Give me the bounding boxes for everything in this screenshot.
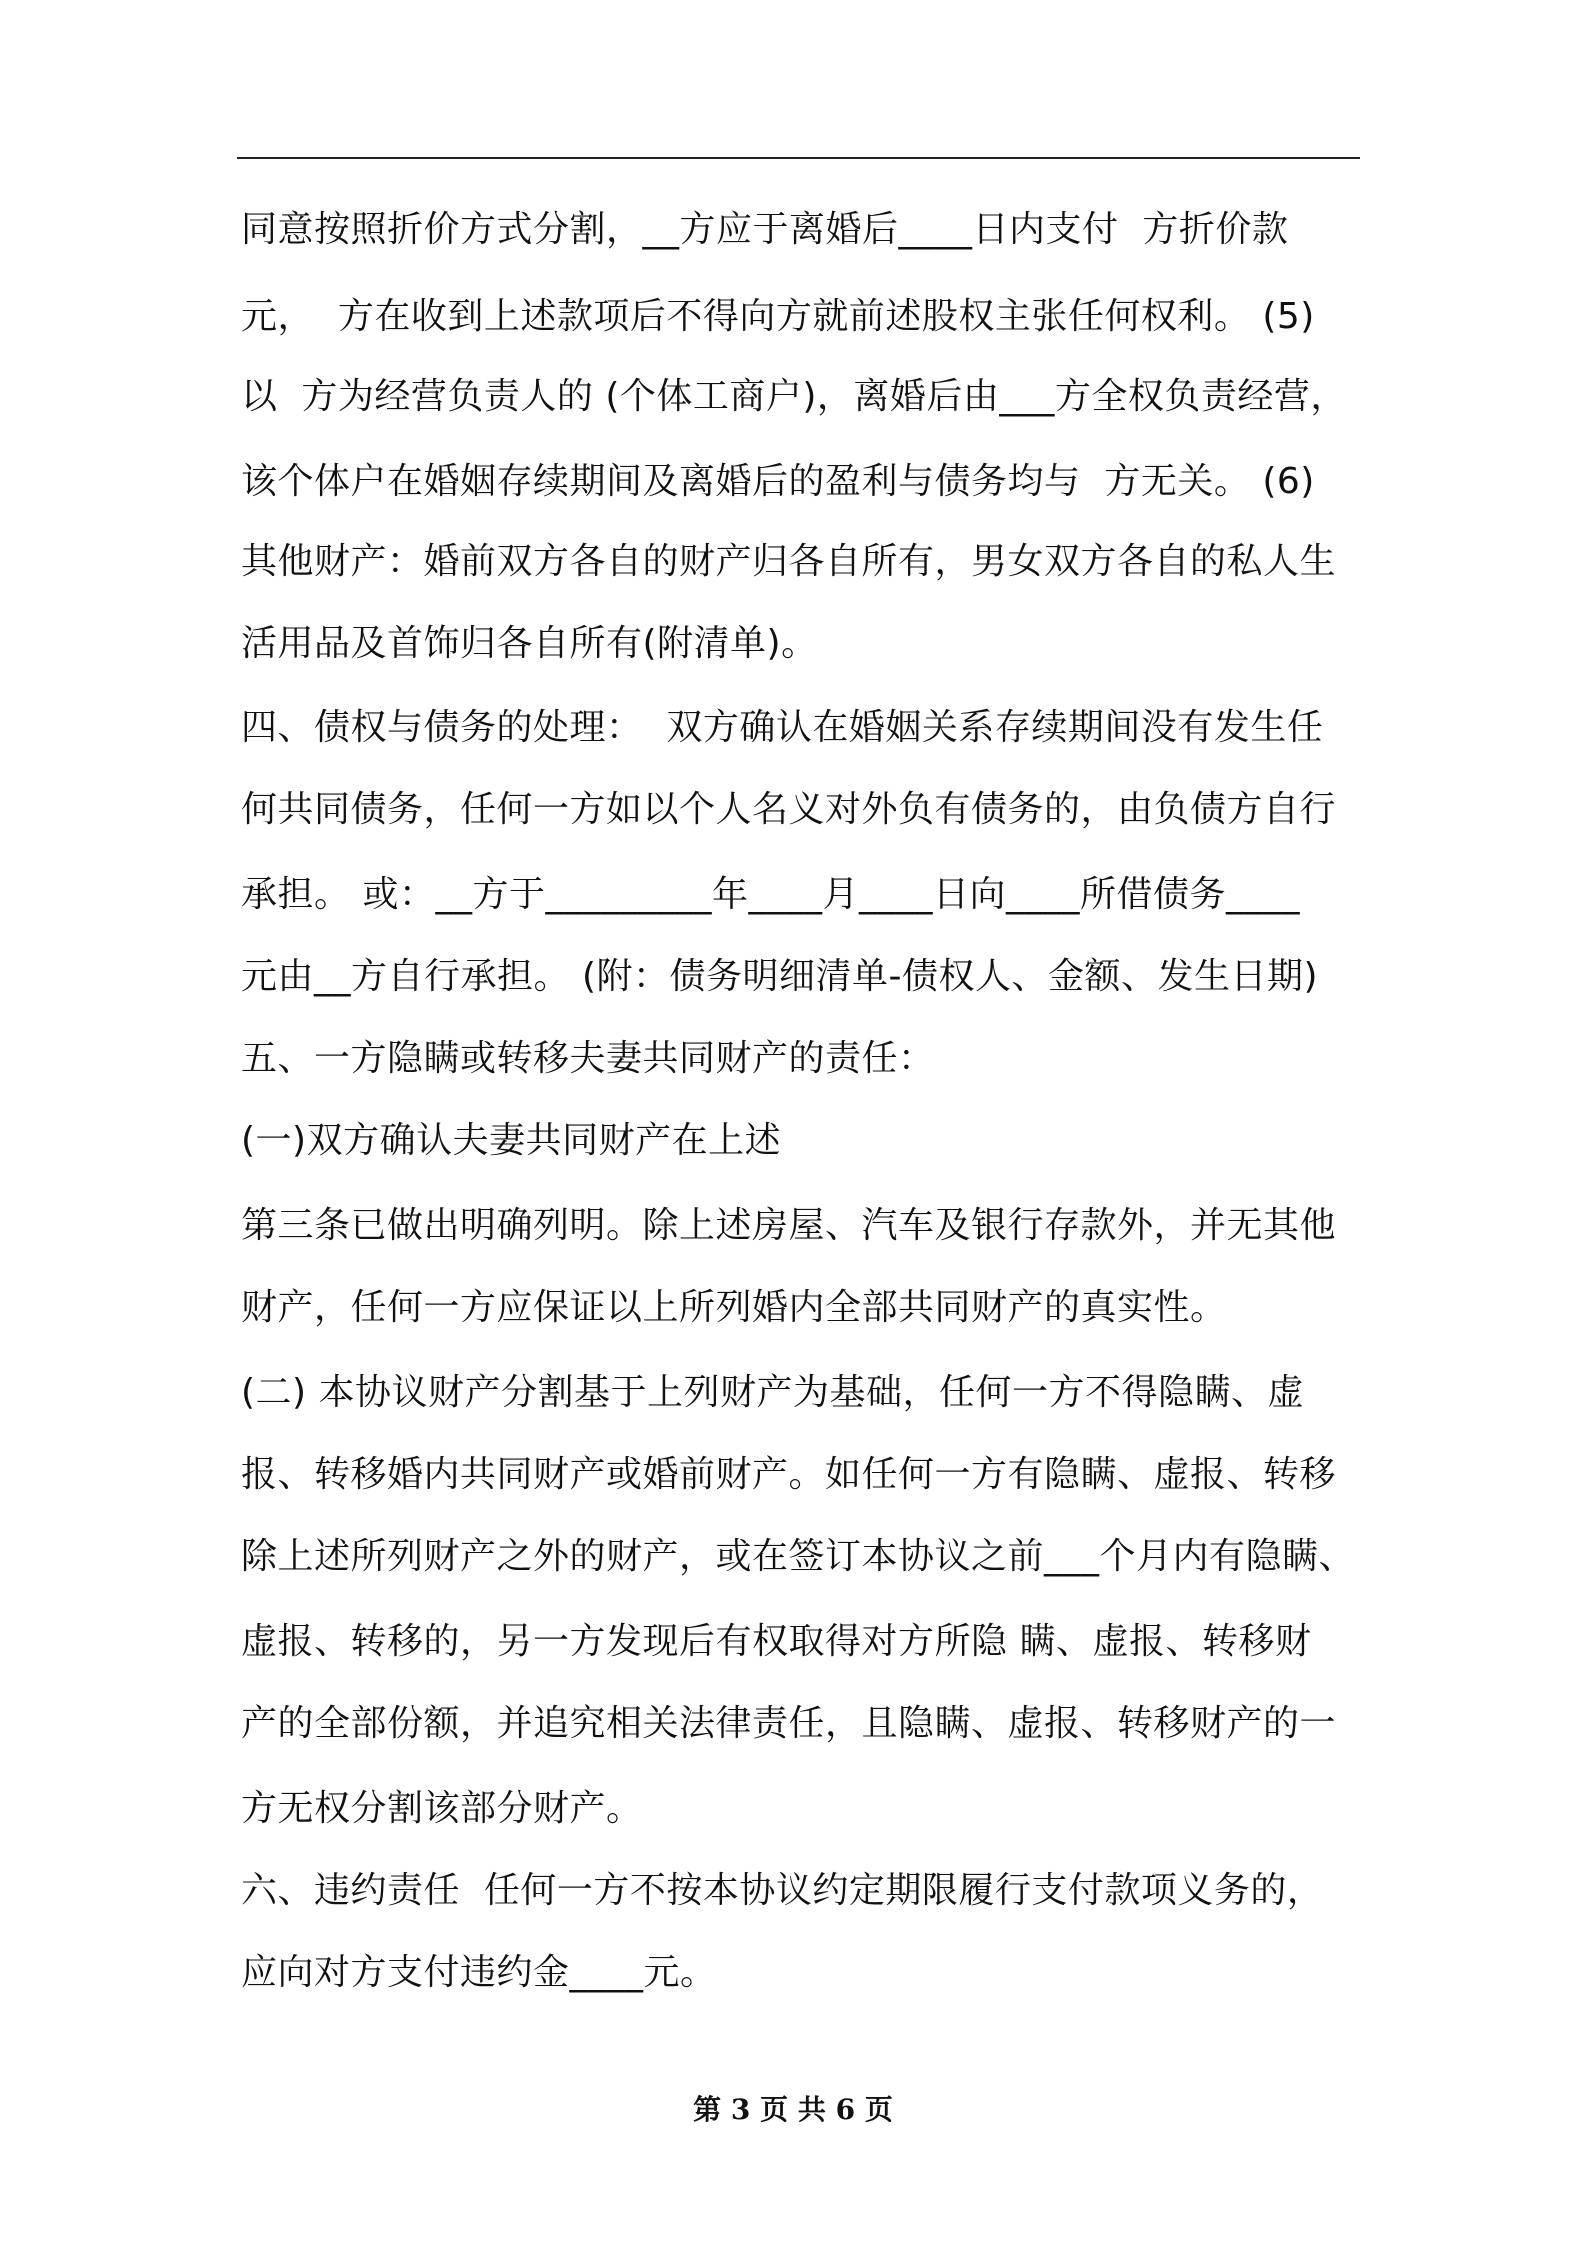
text-line: 应向对方支付违约金____元。 bbox=[241, 1952, 717, 1993]
text-line: 六、违约责任 任何一方不按本协议约定期限履行支付款项义务的， bbox=[241, 1870, 1324, 1911]
text-line: 财产，任何一方应保证以上所列婚内全部共同财产的真实性。 bbox=[241, 1287, 1227, 1328]
text-line: 除上述所列财产之外的财产，或在签订本协议之前___个月内有隐瞒、 bbox=[241, 1536, 1356, 1577]
text-line: 方无权分割该部分财产。 bbox=[241, 1788, 643, 1829]
page-number: 第 3 页 共 6 页 bbox=[693, 2093, 893, 2126]
text-line: 虚报、转移的，另一方发现后有权取得对方所隐 瞒、虚报、转移财 bbox=[241, 1621, 1312, 1662]
text-line: (一)双方确认夫妻共同财产在上述 bbox=[241, 1120, 782, 1161]
text-line: 元， 方在收到上述款项后不得向方就前述股权主张任何权利。 (5) bbox=[241, 296, 1315, 337]
text-line: 活用品及首饰归各自所有(附清单)。 bbox=[241, 623, 818, 664]
text-line: 其他财产：婚前双方各自的财产归各自所有，男女双方各自的私人生 bbox=[241, 541, 1337, 582]
text-line: 五、一方隐瞒或转移夫妻共同财产的责任： bbox=[241, 1038, 935, 1079]
text-line: 承担。 或：__方于_________年____月____日向____所借债务____ bbox=[241, 874, 1300, 915]
text-line: 报、转移婚内共同财产或婚前财产。如任何一方有隐瞒、虚报、转移 bbox=[241, 1454, 1337, 1495]
text-line: 四、债权与债务的处理： 双方确认在婚姻关系存续期间没有发生任 bbox=[241, 707, 1324, 748]
text-line: 第三条已做出明确列明。除上述房屋、汽车及银行存款外，并无其他 bbox=[241, 1205, 1337, 1246]
text-line: 何共同债务，任何一方如以个人名义对外负有债务的，由负债方自行 bbox=[241, 789, 1337, 830]
text-line: 元由__方自行承担。 (附：债务明细清单-债权人、金额、发生日期) bbox=[241, 956, 1319, 997]
text-line: (二) 本协议财产分割基于上列财产为基础，任何一方不得隐瞒、虚 bbox=[241, 1372, 1305, 1413]
text-line: 该个体户在婚姻存续期间及离婚后的盈利与债务均与 方无关。 (6) bbox=[241, 461, 1315, 502]
text-line: 以 方为经营负责人的 (个体工商户)，离婚后由___方全权负责经营， bbox=[241, 376, 1347, 417]
text-line: 同意按照折价方式分割，__方应于离婚后____日内支付 方折价款 bbox=[241, 209, 1289, 250]
text-line: 产的全部份额，并追究相关法律责任，且隐瞒、虚报、转移财产的一 bbox=[241, 1703, 1337, 1744]
